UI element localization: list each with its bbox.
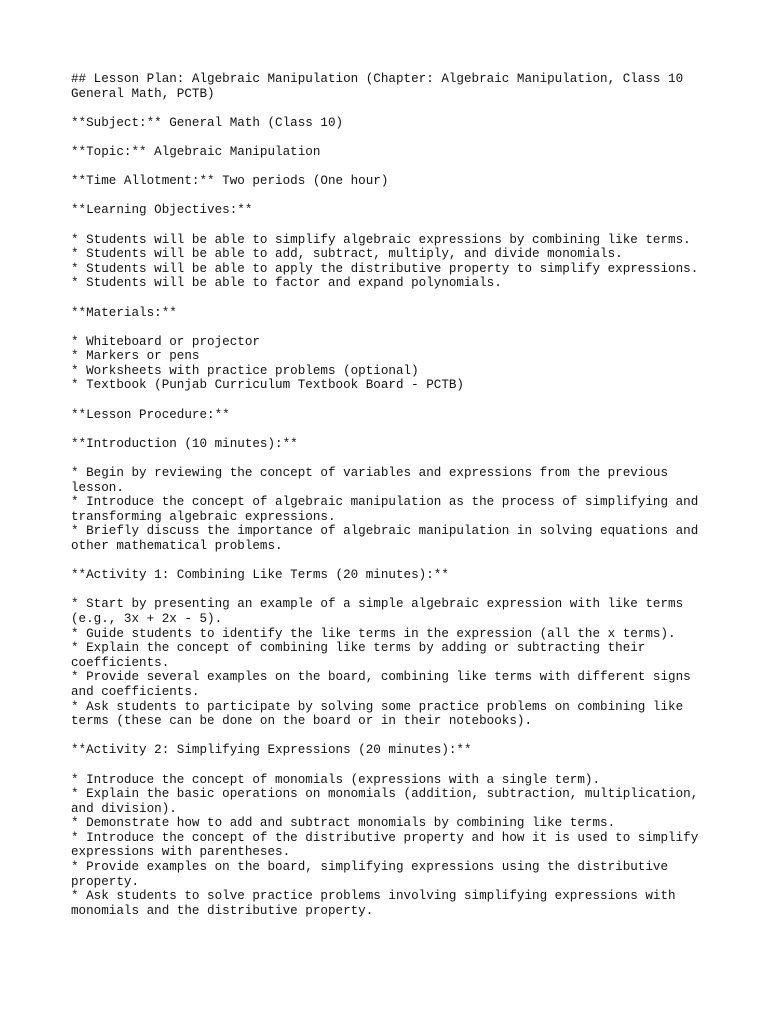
paragraph-line: * Begin by reviewing the concept of variables and expressions from the previous <box>71 466 669 481</box>
paragraph-line: coefficients. <box>71 655 170 670</box>
paragraph-line: * Provide several examples on the board, combining like terms with different signs <box>71 670 691 685</box>
paragraph-line: terms (these can be done on the board or in their notebooks). <box>71 714 533 729</box>
spacer <box>71 422 711 437</box>
spacer <box>71 320 711 335</box>
list-item: * Students will be able to add, subtract, multiply, and divide monomials. <box>71 247 623 262</box>
spacer <box>71 189 711 204</box>
paragraph-line: (e.g., 3x + 2x - 5). <box>71 611 223 626</box>
list-item: * Textbook (Punjab Curriculum Textbook Board - PCTB) <box>71 378 464 393</box>
list-item: * Students will be able to simplify algebraic expressions by combining like terms. <box>71 232 691 247</box>
spacer <box>71 583 711 598</box>
paragraph-line: and division). <box>71 801 177 816</box>
spacer <box>71 451 711 466</box>
paragraph-line: property. <box>71 874 140 889</box>
paragraph-line: lesson. <box>71 480 124 495</box>
list-item: * Whiteboard or projector <box>71 334 260 349</box>
title-line: ## Lesson Plan: Algebraic Manipulation (Chapter: Algebraic Manipulation, Class 10 <box>71 72 684 86</box>
spacer <box>71 729 711 744</box>
spacer <box>71 758 711 773</box>
paragraph-line: * Ask students to solve practice problems involving simplifying expressions with <box>71 889 676 904</box>
document-page <box>71 72 711 918</box>
topic-line: **Topic:** Algebraic Manipulation <box>71 144 321 159</box>
paragraph-line: transforming algebraic expressions. <box>71 509 336 524</box>
introduction-heading: **Introduction (10 minutes):** <box>71 436 298 451</box>
spacer <box>71 160 711 175</box>
list-item: * Students will be able to factor and expand polynomials. <box>71 276 502 291</box>
spacer <box>71 218 711 233</box>
paragraph-line: monomials and the distributive property. <box>71 903 374 918</box>
paragraph-line: * Introduce the concept of algebraic manipulation as the process of simplifying and <box>71 495 699 510</box>
activity2-heading: **Activity 2: Simplifying Expressions (20 minutes):** <box>71 743 472 758</box>
paragraph-line: * Guide students to identify the like terms in the expression (all the x terms). <box>71 626 676 641</box>
spacer <box>71 101 711 116</box>
time-allotment-line: **Time Allotment:** Two periods (One hour) <box>71 174 389 189</box>
paragraph-line: * Provide examples on the board, simplifying expressions using the distributive <box>71 860 669 875</box>
spacer <box>71 291 711 306</box>
paragraph-line: other mathematical problems. <box>71 539 283 553</box>
title-line: General Math, PCTB) <box>71 86 215 101</box>
activity1-heading: **Activity 1: Combining Like Terms (20 minutes):** <box>71 568 449 583</box>
paragraph-line: * Introduce the concept of the distributive property and how it is used to simplify <box>71 830 699 845</box>
spacer <box>71 393 711 408</box>
paragraph-line: * Explain the concept of combining like terms by adding or subtracting their <box>71 641 646 656</box>
paragraph-line: * Ask students to participate by solving some practice problems on combining like <box>71 699 684 714</box>
paragraph-line: * Explain the basic operations on monomials (addition, subtraction, multiplication, <box>71 787 699 802</box>
lesson-procedure-heading: **Lesson Procedure:** <box>71 407 230 422</box>
paragraph-line: and coefficients. <box>71 684 200 699</box>
list-item: * Worksheets with practice problems (optional) <box>71 363 419 378</box>
paragraph-line: * Demonstrate how to add and subtract monomials by combining like terms. <box>71 816 616 831</box>
spacer <box>71 554 711 569</box>
list-item: * Students will be able to apply the distributive property to simplify expressions. <box>71 261 699 276</box>
paragraph-line: * Briefly discuss the importance of algebraic manipulation in solving equations and <box>71 524 699 539</box>
paragraph-line: expressions with parentheses. <box>71 845 291 860</box>
list-item: * Markers or pens <box>71 349 200 364</box>
learning-objectives-heading: **Learning Objectives:** <box>71 203 253 218</box>
materials-heading: **Materials:** <box>71 305 177 320</box>
spacer <box>71 130 711 145</box>
paragraph-line: * Introduce the concept of monomials (expressions with a single term). <box>71 772 601 787</box>
subject-line: **Subject:** General Math (Class 10) <box>71 115 344 130</box>
paragraph-line: * Start by presenting an example of a simple algebraic expression with like terms <box>71 597 684 612</box>
